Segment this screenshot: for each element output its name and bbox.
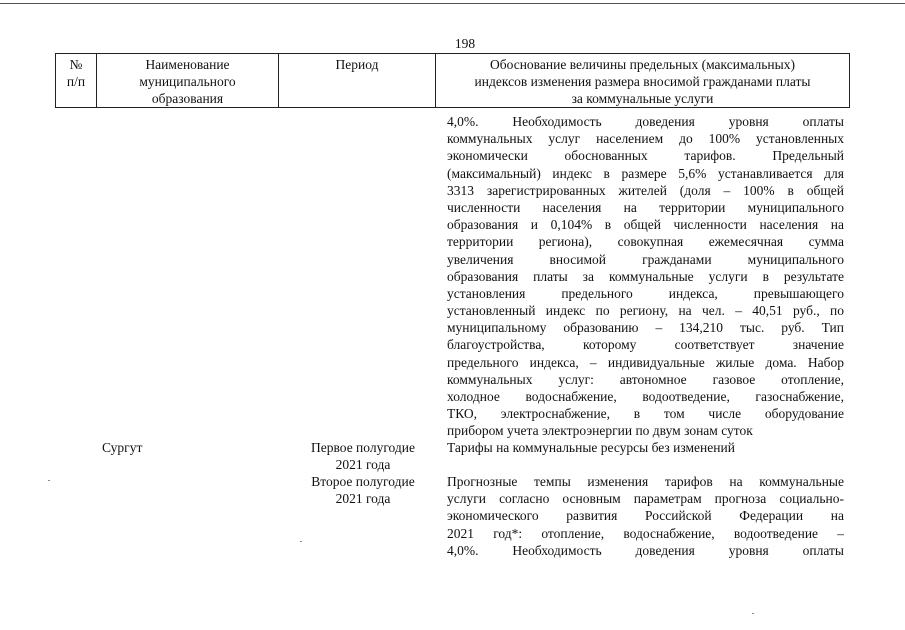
- text-line: коммунальных услуг населением до 100% установленных: [447, 131, 844, 147]
- text-line: увеличения вносимой гражданами муниципального: [447, 251, 844, 267]
- text-line: услуги согласно основным параметрам прогноза социально-: [447, 491, 844, 507]
- text-line: установления предельного индекса, превышающего: [447, 285, 844, 301]
- justification-continuation: [447, 113, 844, 440]
- text-line: экономического развития Российской Федерации на: [447, 508, 844, 524]
- text-line: Прогнозные темпы изменения тарифов на коммунальные: [447, 474, 844, 489]
- text-line: территории региона), совокупная ежемесячная сумма: [447, 234, 844, 250]
- text-line: (максимальный) индекс в размере 5,6% устанавливается для: [447, 165, 844, 181]
- text-line: Тарифы на коммунальные ресурсы без изменений: [447, 440, 735, 455]
- period-first-half: Первое полугодие 2021 года: [311, 440, 415, 473]
- text-line: установленный индекс по региону, на чел. – 40,51 руб., по: [447, 303, 844, 319]
- scan-speck: [48, 480, 50, 481]
- header-number-column: № п/п: [56, 54, 97, 107]
- scan-speck: [752, 613, 754, 614]
- header-justification-column: Обоснование величины предельных (максимальных) индексов изменения размера вносимой гражданами платы за коммунальные услуги: [474, 57, 811, 106]
- text-line: прибором учета электроэнергии по двум зонам суток: [447, 423, 753, 439]
- text-line: 4,0%. Необходимость доведения уровня оплаты: [447, 114, 844, 129]
- page-number: 198: [454, 36, 476, 51]
- text-line: 3313 зарегистрированных жителей (доля – 100% в общей: [447, 182, 844, 198]
- scan-speck: [300, 541, 302, 542]
- text-line: предельного индекса, – индивидуальные жилые дома. Набор: [447, 354, 844, 370]
- text-line: благоустройства, которому соответствует значение: [447, 337, 844, 353]
- text-line: образования и 0,104% в общей численности населения на: [447, 217, 844, 233]
- text-line: образования платы за коммунальные услуги в результате: [447, 268, 844, 284]
- header-period-column: Период: [279, 54, 436, 107]
- page-top-rule: [0, 3, 905, 4]
- table-header: [55, 53, 850, 108]
- justification-first-half: [447, 439, 844, 456]
- text-line: экономически обоснованных тарифов. Предельный: [447, 148, 844, 164]
- text-line: коммунальных услуг: автономное газовое отопление,: [447, 371, 844, 387]
- period-second-half: Второе полугодие 2021 года: [311, 474, 415, 507]
- text-line: численности населения на территории муниципального: [447, 199, 844, 215]
- header-municipality-column: Наименование муниципального образования: [97, 54, 279, 107]
- text-line: ТКО, электроснабжение, в том числе оборудование: [447, 406, 844, 422]
- text-line: 2021 год*: отопление, водоснабжение, водоотведение –: [447, 525, 844, 541]
- text-line: холодное водоснабжение, водоотведение, газоснабжение,: [447, 389, 844, 404]
- text-line: муниципальному образованию – 134,210 тыс. руб. Тип: [447, 320, 844, 336]
- justification-second-half: [447, 473, 844, 559]
- municipality-name: Сургут: [102, 440, 143, 455]
- text-line: 4,0%. Необходимость доведения уровня оплаты: [447, 542, 844, 558]
